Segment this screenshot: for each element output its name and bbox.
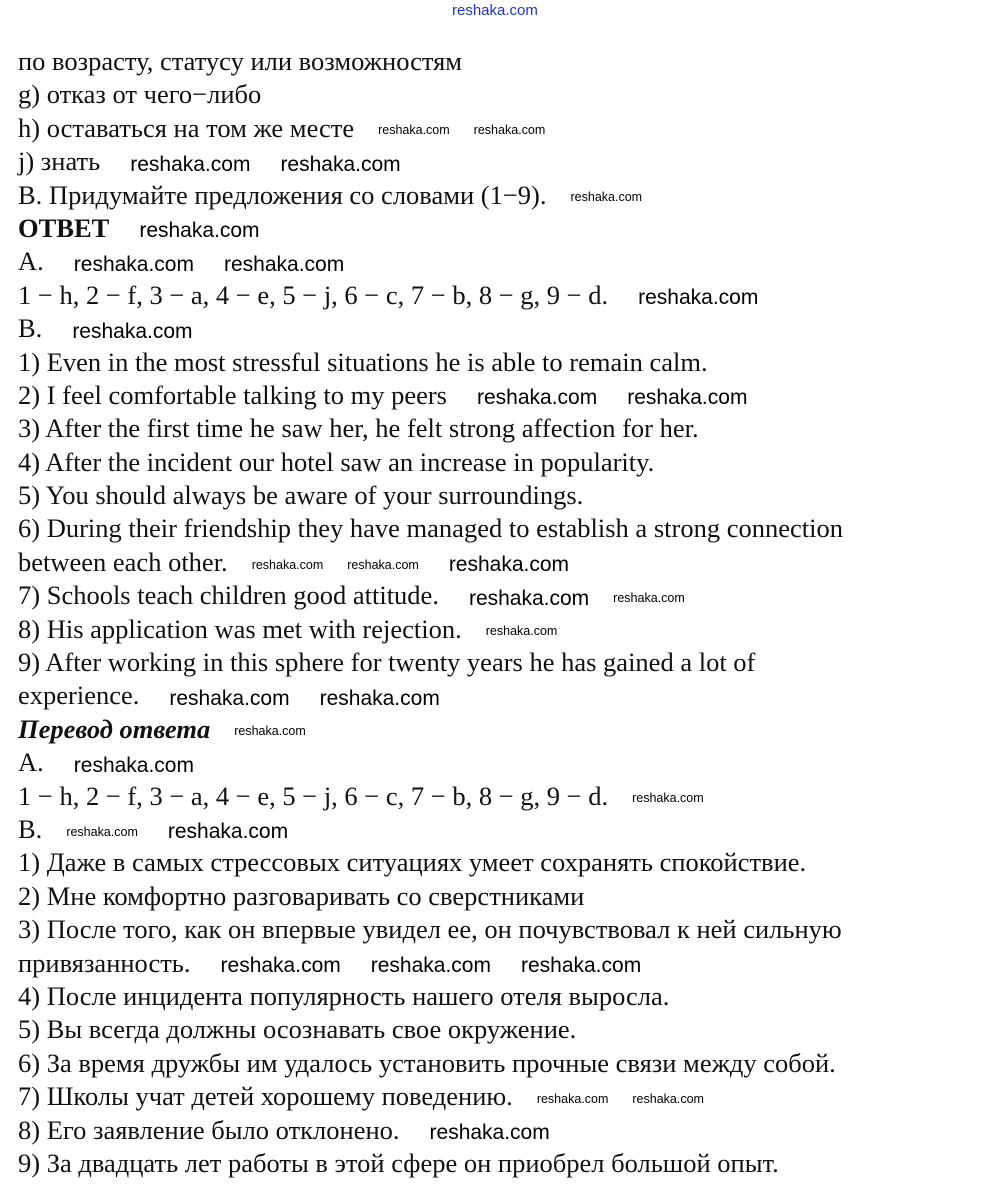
watermark: reshaka.com <box>139 219 260 243</box>
watermark: reshaka.com <box>169 686 290 710</box>
watermark: reshaka.com <box>570 190 643 205</box>
section-b-label-text: B. <box>18 313 43 344</box>
translation-text: 9) За двадцать лет работы в этой сфере он приобрел большой опыт. <box>18 1147 779 1178</box>
watermark: reshaka.com <box>468 586 590 610</box>
watermark: reshaka.com <box>73 753 194 777</box>
translation-line <box>18 880 843 913</box>
watermark: reshaka.com <box>477 386 598 410</box>
sentence-text: 5) You should always be aware of your surroundings. <box>18 480 584 511</box>
watermark: reshaka.com <box>72 319 193 343</box>
translation-line <box>18 1147 843 1180</box>
sentence-line <box>18 446 843 479</box>
section-a-label-text: A. <box>18 246 44 277</box>
sentence-line <box>18 346 843 379</box>
translation-text: 2) Мне комфортно разговаривать со сверстниками <box>18 880 585 911</box>
translation-text: 6) За время дружбы им удалось установить прочные связи между собой. <box>18 1047 836 1078</box>
sentence-text: 7) Schools teach children good attitude. <box>18 580 439 611</box>
matching-answer-text: 1 − h, 2 − f, 3 − a, 4 − e, 5 − j, 6 − c, 7 − b, 8 − g, 9 − d. <box>18 279 609 310</box>
sentence-text: 8) His application was met with rejection. <box>18 613 462 644</box>
watermark: reshaka.com <box>520 953 642 977</box>
translation-text: 4) После инцидента популярность нашего отеля выросла. <box>18 980 670 1011</box>
sentence-line <box>18 679 843 712</box>
sentence-text: 6) During their friendship they have managed to establish a strong connection <box>18 513 843 544</box>
section-a-label-text: A. <box>18 747 44 778</box>
text-line <box>18 78 843 111</box>
watermark: reshaka.com <box>167 820 289 844</box>
watermark: reshaka.com <box>223 252 345 276</box>
watermark: reshaka.com <box>370 953 491 977</box>
site-watermark-header[interactable]: reshaka.com <box>452 2 538 19</box>
sentence-text: 4) After the incident our hotel saw an increase in popularity. <box>18 446 655 477</box>
translation-line <box>18 913 843 946</box>
watermark: reshaka.com <box>448 553 570 577</box>
sentence-line <box>18 646 843 679</box>
section-b-label <box>18 312 843 345</box>
translation-line <box>18 947 843 980</box>
translation-text: 5) Вы всегда должны осознавать свое окружение. <box>18 1014 577 1045</box>
section-b-label <box>18 813 843 846</box>
watermark: reshaka.com <box>319 686 440 710</box>
translation-text: 7) Школы учат детей хорошему поведению. <box>18 1081 513 1112</box>
watermark: reshaka.com <box>66 824 138 839</box>
task-b-instruction <box>18 179 843 212</box>
watermark: reshaka.com <box>632 1091 704 1106</box>
sentence-line <box>18 379 843 412</box>
watermark: reshaka.com <box>627 386 748 410</box>
sentence-text: 2) I feel comfortable talking to my peers <box>18 379 447 410</box>
watermark: reshaka.com <box>347 557 419 572</box>
matching-answer-text: 1 − h, 2 − f, 3 − a, 4 − e, 5 − j, 6 − c, 7 − b, 8 − g, 9 − d. <box>18 780 609 811</box>
translation-line <box>18 1114 843 1147</box>
sentence-line <box>18 613 843 646</box>
translation-text: 3) После того, как он впервые увидел ее, он почувствовал к ней сильную <box>18 914 842 945</box>
watermark: reshaka.com <box>220 953 341 977</box>
matching-answer <box>18 780 843 813</box>
watermark: reshaka.com <box>130 152 251 176</box>
text-line-text: h) оставаться на том же месте <box>18 112 355 143</box>
watermark: reshaka.com <box>473 123 546 138</box>
watermark: reshaka.com <box>280 152 401 176</box>
translation-line <box>18 846 843 879</box>
watermark: reshaka.com <box>485 624 558 639</box>
sentence-text: between each other. <box>18 546 228 577</box>
section-a-label <box>18 746 843 779</box>
translation-line <box>18 980 843 1013</box>
text-line <box>18 45 843 78</box>
watermark: reshaka.com <box>234 724 306 739</box>
translation-text: 1) Даже в самых стрессовых ситуациях умеет сохранять спокойствие. <box>18 847 807 878</box>
sentence-line <box>18 479 843 512</box>
sentence-line <box>18 412 843 445</box>
sentence-text: experience. <box>18 680 140 711</box>
sentence-line <box>18 546 843 579</box>
sentence-text: 1) Even in the most stressful situations he is able to remain calm. <box>18 346 708 377</box>
translation-text: привязанность. <box>18 947 191 978</box>
answer-heading-text: ОТВЕТ <box>18 212 110 243</box>
watermark: reshaka.com <box>613 590 685 605</box>
watermark: reshaka.com <box>251 557 324 572</box>
sentence-text: 3) After the first time he saw her, he felt strong affection for her. <box>18 413 699 444</box>
watermark: reshaka.com <box>638 286 759 310</box>
sentence-line <box>18 512 843 545</box>
answer-heading <box>18 212 843 245</box>
text-line-text: по возрасту, статусу или возможностям <box>18 46 463 76</box>
translation-heading <box>18 713 843 746</box>
text-line-text: g) отказ от чего−либо <box>18 79 262 110</box>
translation-line <box>18 1013 843 1046</box>
text-line <box>18 112 843 145</box>
matching-answer <box>18 279 843 312</box>
sentence-text: 9) After working in this sphere for twenty years he has gained a lot of <box>18 647 756 678</box>
watermark: reshaka.com <box>536 1091 609 1106</box>
watermark: reshaka.com <box>73 252 194 276</box>
watermark: reshaka.com <box>429 1120 550 1144</box>
section-a-label <box>18 245 843 278</box>
section-b-label-text: B. <box>18 813 43 844</box>
translation-line <box>18 1047 843 1080</box>
task-b-instruction-text: B. Придумайте предложения со словами (1−9). <box>18 179 547 210</box>
text-line <box>18 145 843 178</box>
watermark: reshaka.com <box>632 791 704 806</box>
translation-heading-text: Перевод ответа <box>18 713 211 744</box>
sentence-line <box>18 579 843 612</box>
text-line-text: j) знать <box>18 146 101 177</box>
document-body <box>18 45 843 1180</box>
translation-line <box>18 1080 843 1113</box>
translation-text: 8) Его заявление было отклонено. <box>18 1114 400 1145</box>
watermark: reshaka.com <box>378 123 450 138</box>
